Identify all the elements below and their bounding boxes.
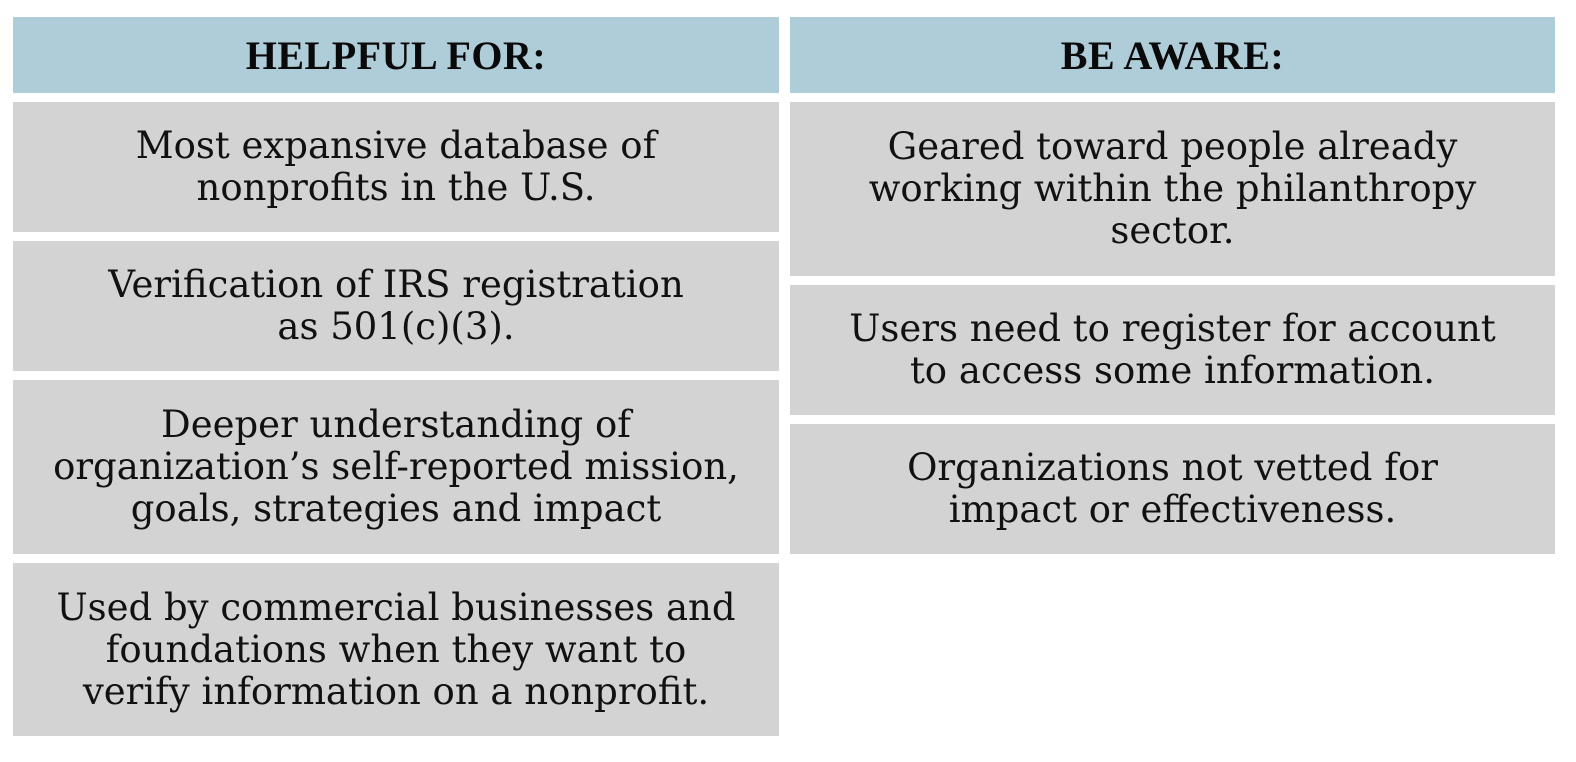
helpful-item: Verification of IRS registration as 501(c)(3). — [13, 241, 779, 371]
be-aware-header: BE AWARE: — [790, 17, 1555, 93]
helpful-item: Most expansive database of nonprofits in the U.S. — [13, 102, 779, 232]
helpful-for-header: HELPFUL FOR: — [13, 17, 779, 93]
aware-item: Geared toward people already working within the philanthropy sector. — [790, 102, 1555, 276]
helpful-item: Deeper understanding of organization’s self-reported mission, goals, strategies and impact — [13, 380, 779, 554]
helpful-item: Used by commercial businesses and foundations when they want to verify information on a nonprofit. — [13, 563, 779, 736]
helpful-for-column — [13, 17, 779, 736]
be-aware-column — [790, 17, 1555, 554]
aware-item: Users need to register for account to access some information. — [790, 285, 1555, 415]
aware-item: Organizations not vetted for impact or effectiveness. — [790, 424, 1555, 554]
